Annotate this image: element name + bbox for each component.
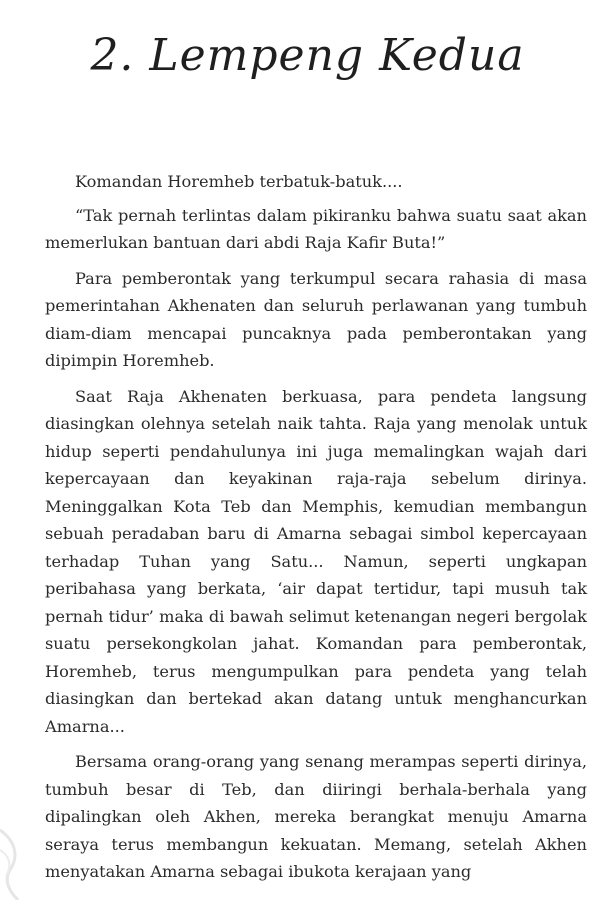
chapter-body — [45, 168, 587, 894]
decorative-corner-ornament-icon — [0, 820, 28, 900]
paragraph: Para pemberontak yang terkumpul secara rahasia di masa pemerintahan Akhenaten dan seluruh perlawanan yang tumbuh diam-diam mencapai puncaknya pada pemberontakan yang dipimpin Horemheb. — [45, 268, 587, 370]
paragraph: Bersama orang-orang yang senang merampas seperti dirinya, tumbuh besar di Teb, dan diiringi berhala-berhala yang dipalingkan oleh Akhen, mereka berangkat menuju Amarna seraya terus membangun kekuatan. Memang, setelah Akhen menyatakan Amarna sebagai ibukota kerajaan yang — [45, 752, 587, 881]
paragraph: Komandan Horemheb terbatuk-batuk.... — [75, 172, 403, 191]
chapter-title: 2. Lempeng Kedua — [90, 30, 525, 81]
paragraph: “Tak pernah terlintas dalam pikiranku bahwa suatu saat akan memerlukan bantuan dari abdi Raja Kafir Buta!” — [45, 205, 587, 252]
paragraph: Saat Raja Akhenaten berkuasa, para pendeta langsung diasingkan olehnya setelah naik tahta. Raja yang menolak untuk hidup seperti pendahulunya ini juga memalingkan wajah dari kepercayaan dan keyakinan raja-raja sebelum dirinya. Meninggalkan Kota Teb dan Memphis, kemudian membangun sebuah peradaban baru di Amarna sebagai simbol kepercayaan terhadap Tuhan yang Satu... Namun, seperti ungkapan peribahasa yang berkata, ‘air dapat tertidur, tapi musuh tak pernah tidur’ maka di bawah selimut ketenangan negeri bergolak suatu persekongkolan jahat. Komandan para pemberontak, Horemheb, terus mengumpulkan para pendeta yang telah diasingkan dan bertekad akan datang untuk menghancurkan Amarna... — [45, 386, 587, 736]
